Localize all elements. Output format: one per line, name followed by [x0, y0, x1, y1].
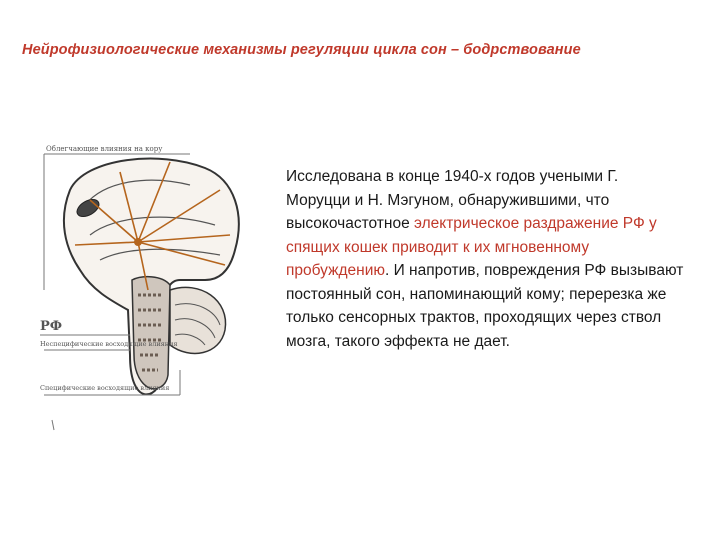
brain-diagram-svg [30, 130, 270, 440]
leader-line [52, 420, 54, 430]
cerebellum [170, 287, 226, 353]
specific-label: Специфические восходящие влияния [40, 384, 170, 392]
rf-label: РФ [40, 319, 63, 334]
slide-title: Нейрофизиологические механизмы регуляции цикла сон – бодрствование [22, 42, 581, 58]
text-part2: . И напротив, повреждения РФ вызывают постоянный сон, напоминающий кому; перерезка же только сенсорных трактов, проходящих через ствол мозга, такого эффекта не дает. [286, 262, 684, 350]
text-part1: Исследована в конце 1940-х годов учеными Г. Моруцци и Н. Мэгуном, обнаружившими, что высокочастотное [286, 168, 619, 232]
nonspecific-label: Неспецифические восходящие влияния [40, 340, 178, 348]
rf-center-node [134, 238, 142, 246]
text-highlight: электрическое раздражение РФ у спящих кошек приводит к их мгновенному пробуждению [286, 215, 657, 279]
body-text [286, 165, 686, 353]
brain-diagram [30, 130, 270, 440]
top-label: Облегчающие влияния на кору [46, 145, 163, 153]
